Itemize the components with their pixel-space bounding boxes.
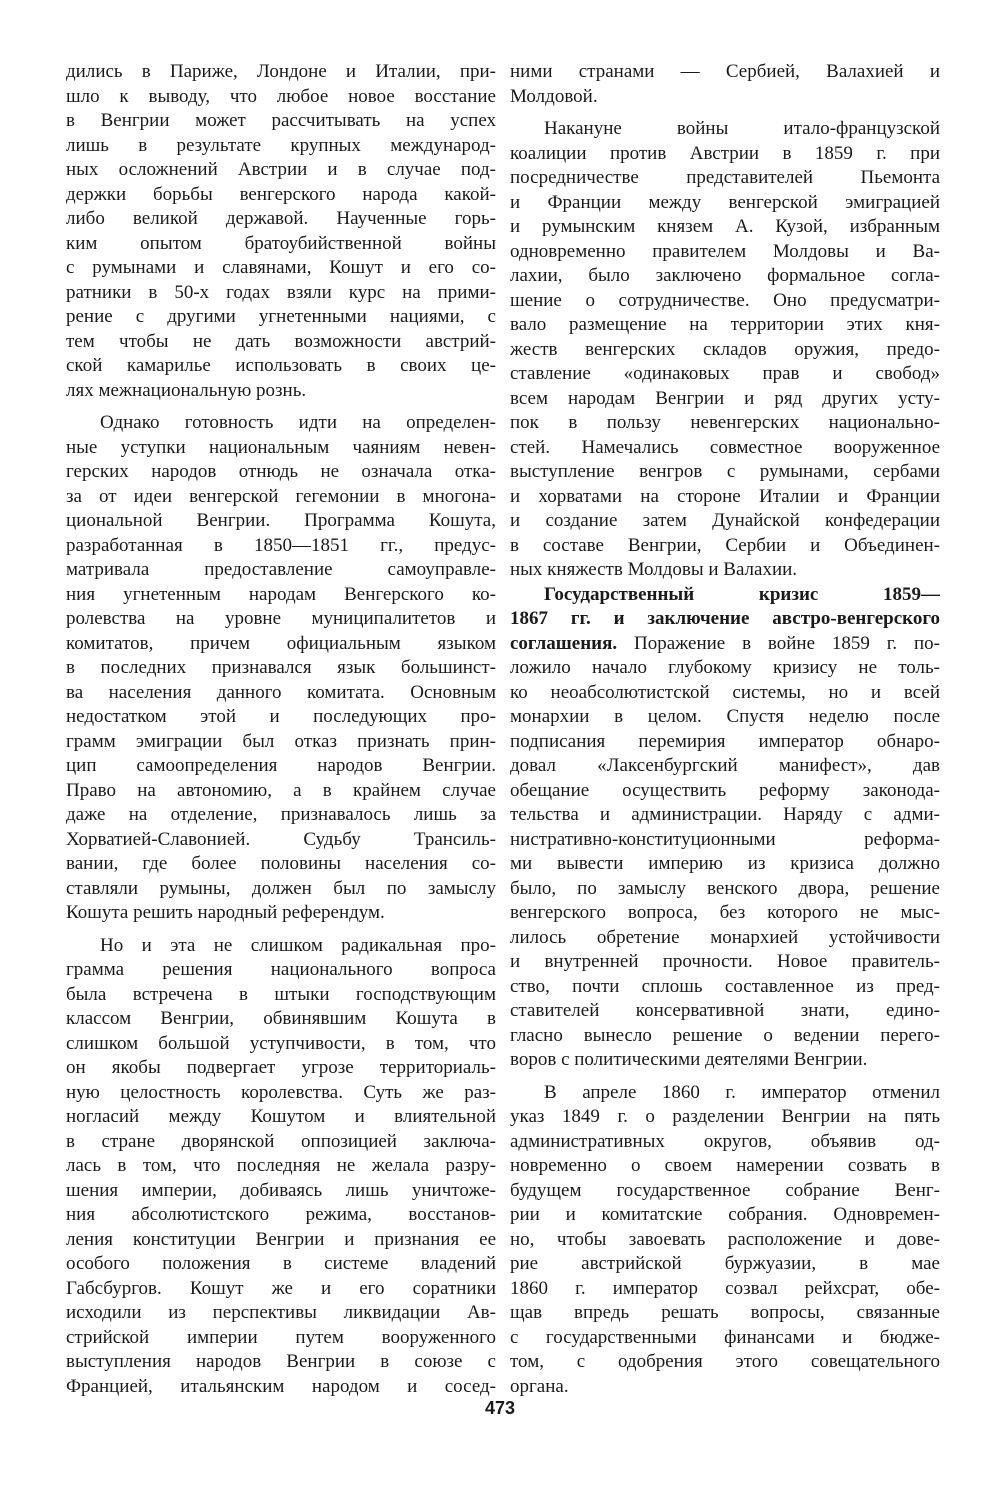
text-line: грамма решения национального вопроса [66,959,496,980]
text-line: лась в том, что последняя не желала разру- [66,1155,496,1176]
text-line: стрийской империи путем вооруженного [66,1326,496,1348]
text-line: но, чтобы завоевать расположение и дове- [510,1228,940,1250]
left-column [66,60,496,1399]
text-line: и внутренней прочности. Новое правитель- [510,951,940,972]
text-line: ство, почти сплошь составленное из пред- [510,975,940,997]
text-line: ногласий между Кошутом и влиятельной [66,1106,496,1127]
text-line: циональной Венгрии. Программа Кошута, [66,510,496,531]
text-line: тем чтобы не дать возможности австрий- [66,330,496,352]
text-line: и Франции между венгерской эмиграцией [510,191,940,213]
text-line: с румынами и славянами, Кошут и его со- [66,257,496,278]
text-line: лилось обретение монархией устойчивости [510,926,940,948]
text-line: ратники в 50-х годах взяли курс на прими- [66,281,496,303]
text-line: в стране дворянской оппозицией заключа- [66,1130,496,1152]
text-line: органа. [510,1375,569,1397]
text-line: ким опытом братоубийственной войны [66,232,496,254]
text-line: Однако готовность идти на определен- [100,412,496,433]
text-line: рие австрийской буржуазии, в мае [510,1253,940,1274]
text-line: ставляли румыны, должен был по замыслу [66,877,496,899]
text-line: Право на автономию, а в крайнем случае [66,779,496,801]
text-line: новременно о своем намерении созвать в [510,1155,940,1176]
text-line: ных княжеств Молдовы и Валахии. [510,559,798,580]
text-line: грамм эмиграции был отказ признать прин- [66,730,496,752]
text-line: дились в Париже, Лондоне и Италии, при- [66,61,496,82]
text-line: обещание осуществить реформу законода- [510,779,940,801]
text-line: ления конституции Венгрии и признания ее [66,1228,496,1250]
text-line: ко неоабсолютистской системы, но и всей [510,681,940,703]
text-line: держки борьбы венгерского народа какой- [66,183,496,205]
text-line: пок в пользу невенгерских национально- [510,412,940,433]
page-number: 473 [484,1398,516,1418]
text-line: Габсбургов. Кошут же и его соратники [66,1277,496,1299]
text-line: венгерского вопроса, без которого не мыс- [510,902,940,923]
text-line: посредничестве представителей Пьемонта [510,167,940,188]
text-line: лахии, было заключено формальное согла- [510,265,940,286]
text-line: слишком большой уступчивости, в том, что [66,1032,496,1054]
text-line: гласно вынесло решение о ведении перего- [510,1024,940,1046]
text-line: исходили из перспективы ликвидации Ав- [66,1302,496,1323]
text-line: стей. Намечались совместное вооруженное [510,436,940,458]
text-line: он якобы подвергает угрозе территориаль- [66,1057,496,1078]
text-line: ложило начало глубокому кризису не толь- [510,657,940,678]
text-line: выступление венгров с румынами, сербами [510,461,940,482]
text-line: указ 1849 г. о разделении Венгрии на пять [510,1106,940,1127]
text-line: ных осложнений Австрии и в случае под- [66,159,496,180]
text-line: особого положения в системе владений [66,1253,496,1274]
text-line: либо великой державой. Наученные горь- [66,208,496,229]
text-line: герских народов отнюдь не означала отка- [66,461,496,482]
text-line: ва населения данного комитата. Основным [66,681,496,703]
text-line: Молдовой. [510,85,598,107]
paragraph-gap [510,109,940,117]
text-line: ную целостность королевства. Суть же раз- [66,1081,496,1103]
text-line: была встречена в штыки господствующим [66,983,496,1005]
bold-heading-fragment: соглашения. [510,632,618,654]
text-line: классом Венгрии, обвинявшим Кошута в [66,1008,496,1029]
text-line: шения империи, добиваясь лишь уничтоже- [66,1179,496,1201]
text-line: и создание затем Дунайской конфедерации [510,510,940,531]
text-line: матривала предоставление самоуправле- [66,559,496,580]
text-line: будущем государственное собрание Венг- [510,1179,940,1201]
text-line: тельства и администрации. Наряду с адми- [510,804,940,825]
text-line: всем народам Венгрии и ряд других усту- [510,387,940,409]
paragraph-gap [66,403,496,411]
text-fragment: Поражение в войне 1859 г. по- [617,632,940,654]
text-line: Государственный кризис 1859— [544,583,940,605]
text-line: ской камарилье использовать в своих це- [66,355,496,376]
text-line: и хорватами на стороне Италии и Франции [510,485,940,507]
text-line: ния угнетенным народам Венгерского ко- [66,583,496,605]
text-line: выступления народов Венгрии в союзе с [66,1351,496,1372]
text-line: шло к выводу, что любое новое восстание [66,85,496,107]
text-line: даже на отделение, признавалось лишь за [66,804,496,825]
text-line: ними странами — Сербией, Валахией и [510,61,940,82]
text-line: рение с другими угнетенными нациями, с [66,306,496,327]
text-line: ставление «одинаковых прав и свобод» [510,363,940,384]
text-line: том, с одобрения этого совещательного [510,1351,940,1372]
text-line: щав впредь решать вопросы, связанные [510,1302,940,1323]
text-line: воров с политическими деятелями Венгрии. [510,1049,868,1070]
paragraph-gap [66,926,496,934]
text-line: комитатов, причем официальным языком [66,632,496,654]
right-column [510,60,940,1399]
text-line: было, по замыслу венского двора, решение [510,877,940,899]
text-line: подписания перемирия император обнаро- [510,730,940,752]
text-line: разработанная в 1850—1851 гг., предус- [66,534,496,556]
text-line: Но и эта не слишком радикальная про- [100,934,496,956]
text-line: лях межнациональную рознь. [66,379,307,401]
text-line: ролевства на уровне муниципалитетов и [66,608,496,629]
text-line: ные уступки национальным чаяниям невен- [66,436,496,458]
text-line: цип самоопределения народов Венгрии. [66,755,496,776]
text-line: монархии в целом. Спустя неделю после [510,706,940,727]
text-line: Францией, итальянским народом и сосед- [66,1375,496,1397]
text-line: рии и комитатские собрания. Одновремен- [510,1204,940,1225]
text-line: лишь в результате крупных международ- [66,134,496,156]
text-line: нистративно-конституционными реформа- [510,828,940,850]
text-line: довал «Лаксенбургский манифест», дав [510,755,940,776]
text-line: в составе Венгрии, Сербии и Объединен- [510,534,940,556]
text-line: В апреле 1860 г. император отменил [544,1081,940,1103]
text-line: ставителей консервативной знати, едино- [510,1000,940,1021]
text-line: вании, где более половины населения со- [66,853,496,874]
text-line: шение о сотрудничестве. Оно предусматри- [510,289,940,311]
text-line: ми вывести империю из кризиса должно [510,853,940,874]
text-line: Накануне войны итало-французской [544,118,940,139]
text-line [510,632,940,657]
text-line: Хорватией-Славонией. Судьбу Трансиль- [66,828,496,850]
text-line: вало размещение на территории этих кня- [510,314,940,335]
text-line: коалиции против Австрии в 1859 г. при [510,142,940,164]
text-line: Кошута решить народный референдум. [66,902,385,923]
text-line: в Венгрии может рассчитывать на успех [66,110,496,131]
text-line: жеств венгерских складов оружия, предо- [510,338,940,360]
text-line: за от идеи венгерской гегемонии в многона- [66,485,496,507]
text-line: в последних признавался язык большинст- [66,657,496,678]
text-line: 1860 г. император созвал рейхсрат, обе- [510,1277,940,1299]
text-line: и румынским князем А. Кузой, избранным [510,216,940,237]
text-line: одновременно правителем Молдовы и Ва- [510,240,940,262]
text-line: недостатком этой и последующих про- [66,706,496,727]
text-line: ния абсолютистского режима, восстанов- [66,1204,496,1225]
text-line: административных округов, объявив од- [510,1130,940,1152]
text-line: с государственными финансами и бюдже- [510,1326,940,1348]
text-line: 1867 гг. и заключение австро-венгерского [510,608,940,629]
paragraph-gap [510,1073,940,1081]
